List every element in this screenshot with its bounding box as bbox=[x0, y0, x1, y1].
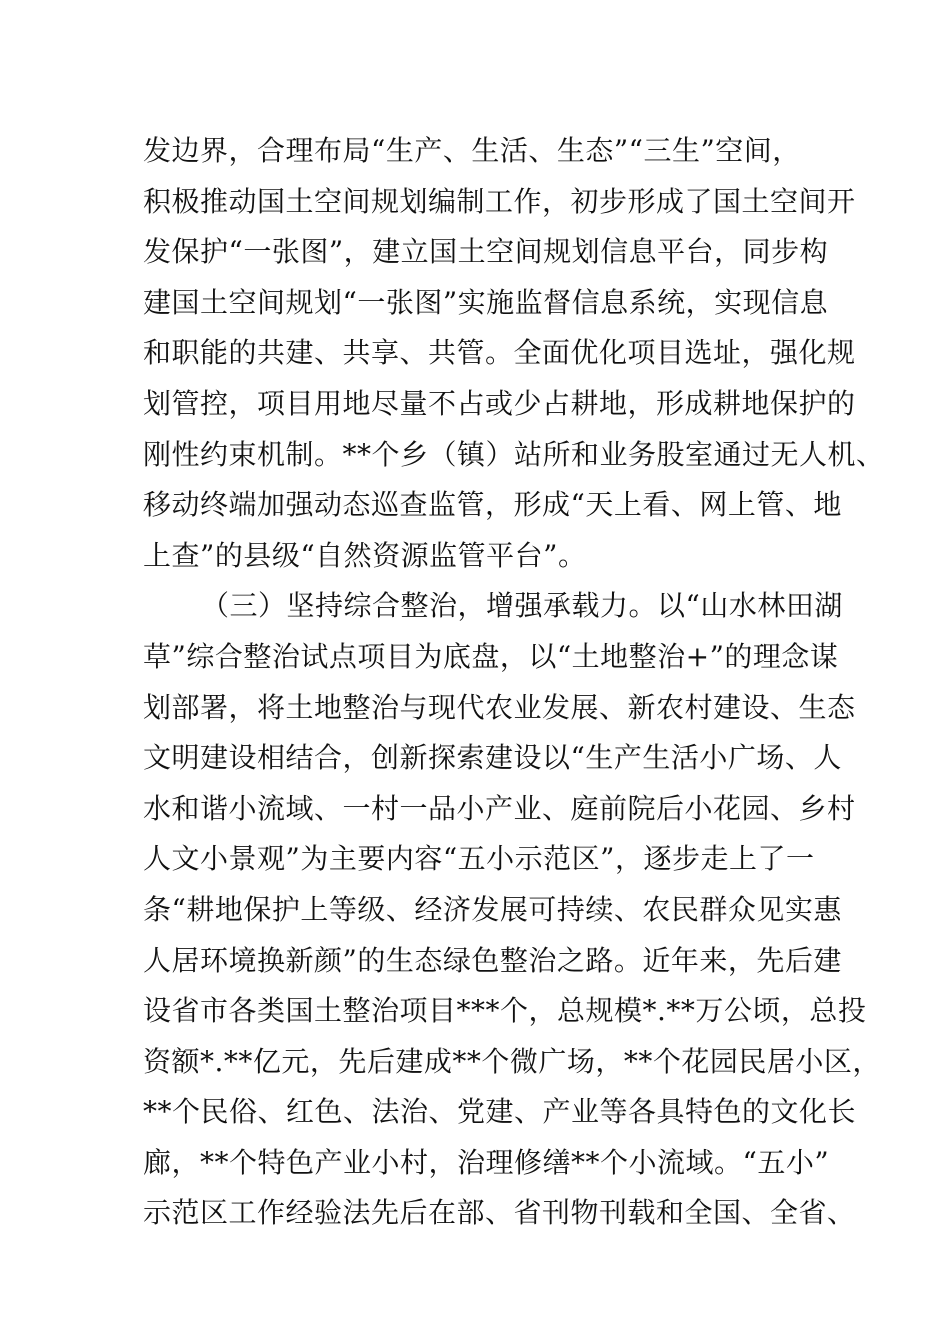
text-line: 草”综合整治试点项目为底盘，以“土地整治+”的理念谋 bbox=[143, 639, 839, 673]
body-text bbox=[143, 126, 885, 1239]
text-line: 发边界，合理布局“生产、生活、生态”“三生”空间， bbox=[143, 134, 801, 167]
text-line: 移动终端加强动态巡查监管，形成“天上看、网上管、地 bbox=[143, 488, 842, 522]
text-line: 资额*.**亿元，先后建成**个微广场，**个花园民居小区， bbox=[143, 1044, 881, 1078]
text-line: 人文小景观”为主要内容“五小示范区”，逐步走上了一 bbox=[143, 842, 815, 876]
text-line: 示范区工作经验法先后在部、省刊物刊载和全国、全省、 bbox=[143, 1196, 856, 1230]
text-line: 积极推动国土空间规划编制工作，初步形成了国土空间开 bbox=[143, 184, 856, 218]
text-line: 划管控，项目用地尽量不占或少占耕地，形成耕地保护的 bbox=[143, 386, 856, 420]
text-line: 建国土空间规划“一张图”实施监督信息系统，实现信息 bbox=[143, 285, 829, 319]
text-line: 条“耕地保护上等级、经济发展可持续、农民群众见实惠 bbox=[143, 892, 842, 926]
text-line: 上查”的县级“自然资源监管平台”。 bbox=[143, 538, 587, 572]
text-line: 发保护“一张图”，建立国土空间规划信息平台，同步构 bbox=[143, 235, 829, 269]
text-line: 水和谐小流域、一村一品小产业、庭前院后小花园、乡村 bbox=[143, 791, 856, 825]
text-line: **个民俗、红色、法治、党建、产业等各具特色的文化长 bbox=[143, 1095, 857, 1129]
text-line: 廊，**个特色产业小村，治理修缮**个小流域。“五小” bbox=[143, 1145, 830, 1179]
text-line: 划部署，将土地整治与现代农业发展、新农村建设、生态 bbox=[143, 690, 856, 724]
text-line: 文明建设相结合，创新探索建设以“生产生活小广场、人 bbox=[143, 741, 842, 775]
section-heading-line: （三）坚持综合整治，增强承载力。以“山水林田湖 bbox=[201, 589, 843, 623]
text-line: 人居环境换新颜”的生态绿色整治之路。近年来，先后建 bbox=[143, 943, 842, 977]
text-line: 刚性约束机制。**个乡（镇）站所和业务股室通过无人机、 bbox=[143, 437, 885, 471]
text-line: 和职能的共建、共享、共管。全面优化项目选址，强化规 bbox=[143, 336, 856, 370]
text-line: 设省市各类国土整治项目***个，总规模*.**万公顷，总投 bbox=[143, 994, 867, 1028]
